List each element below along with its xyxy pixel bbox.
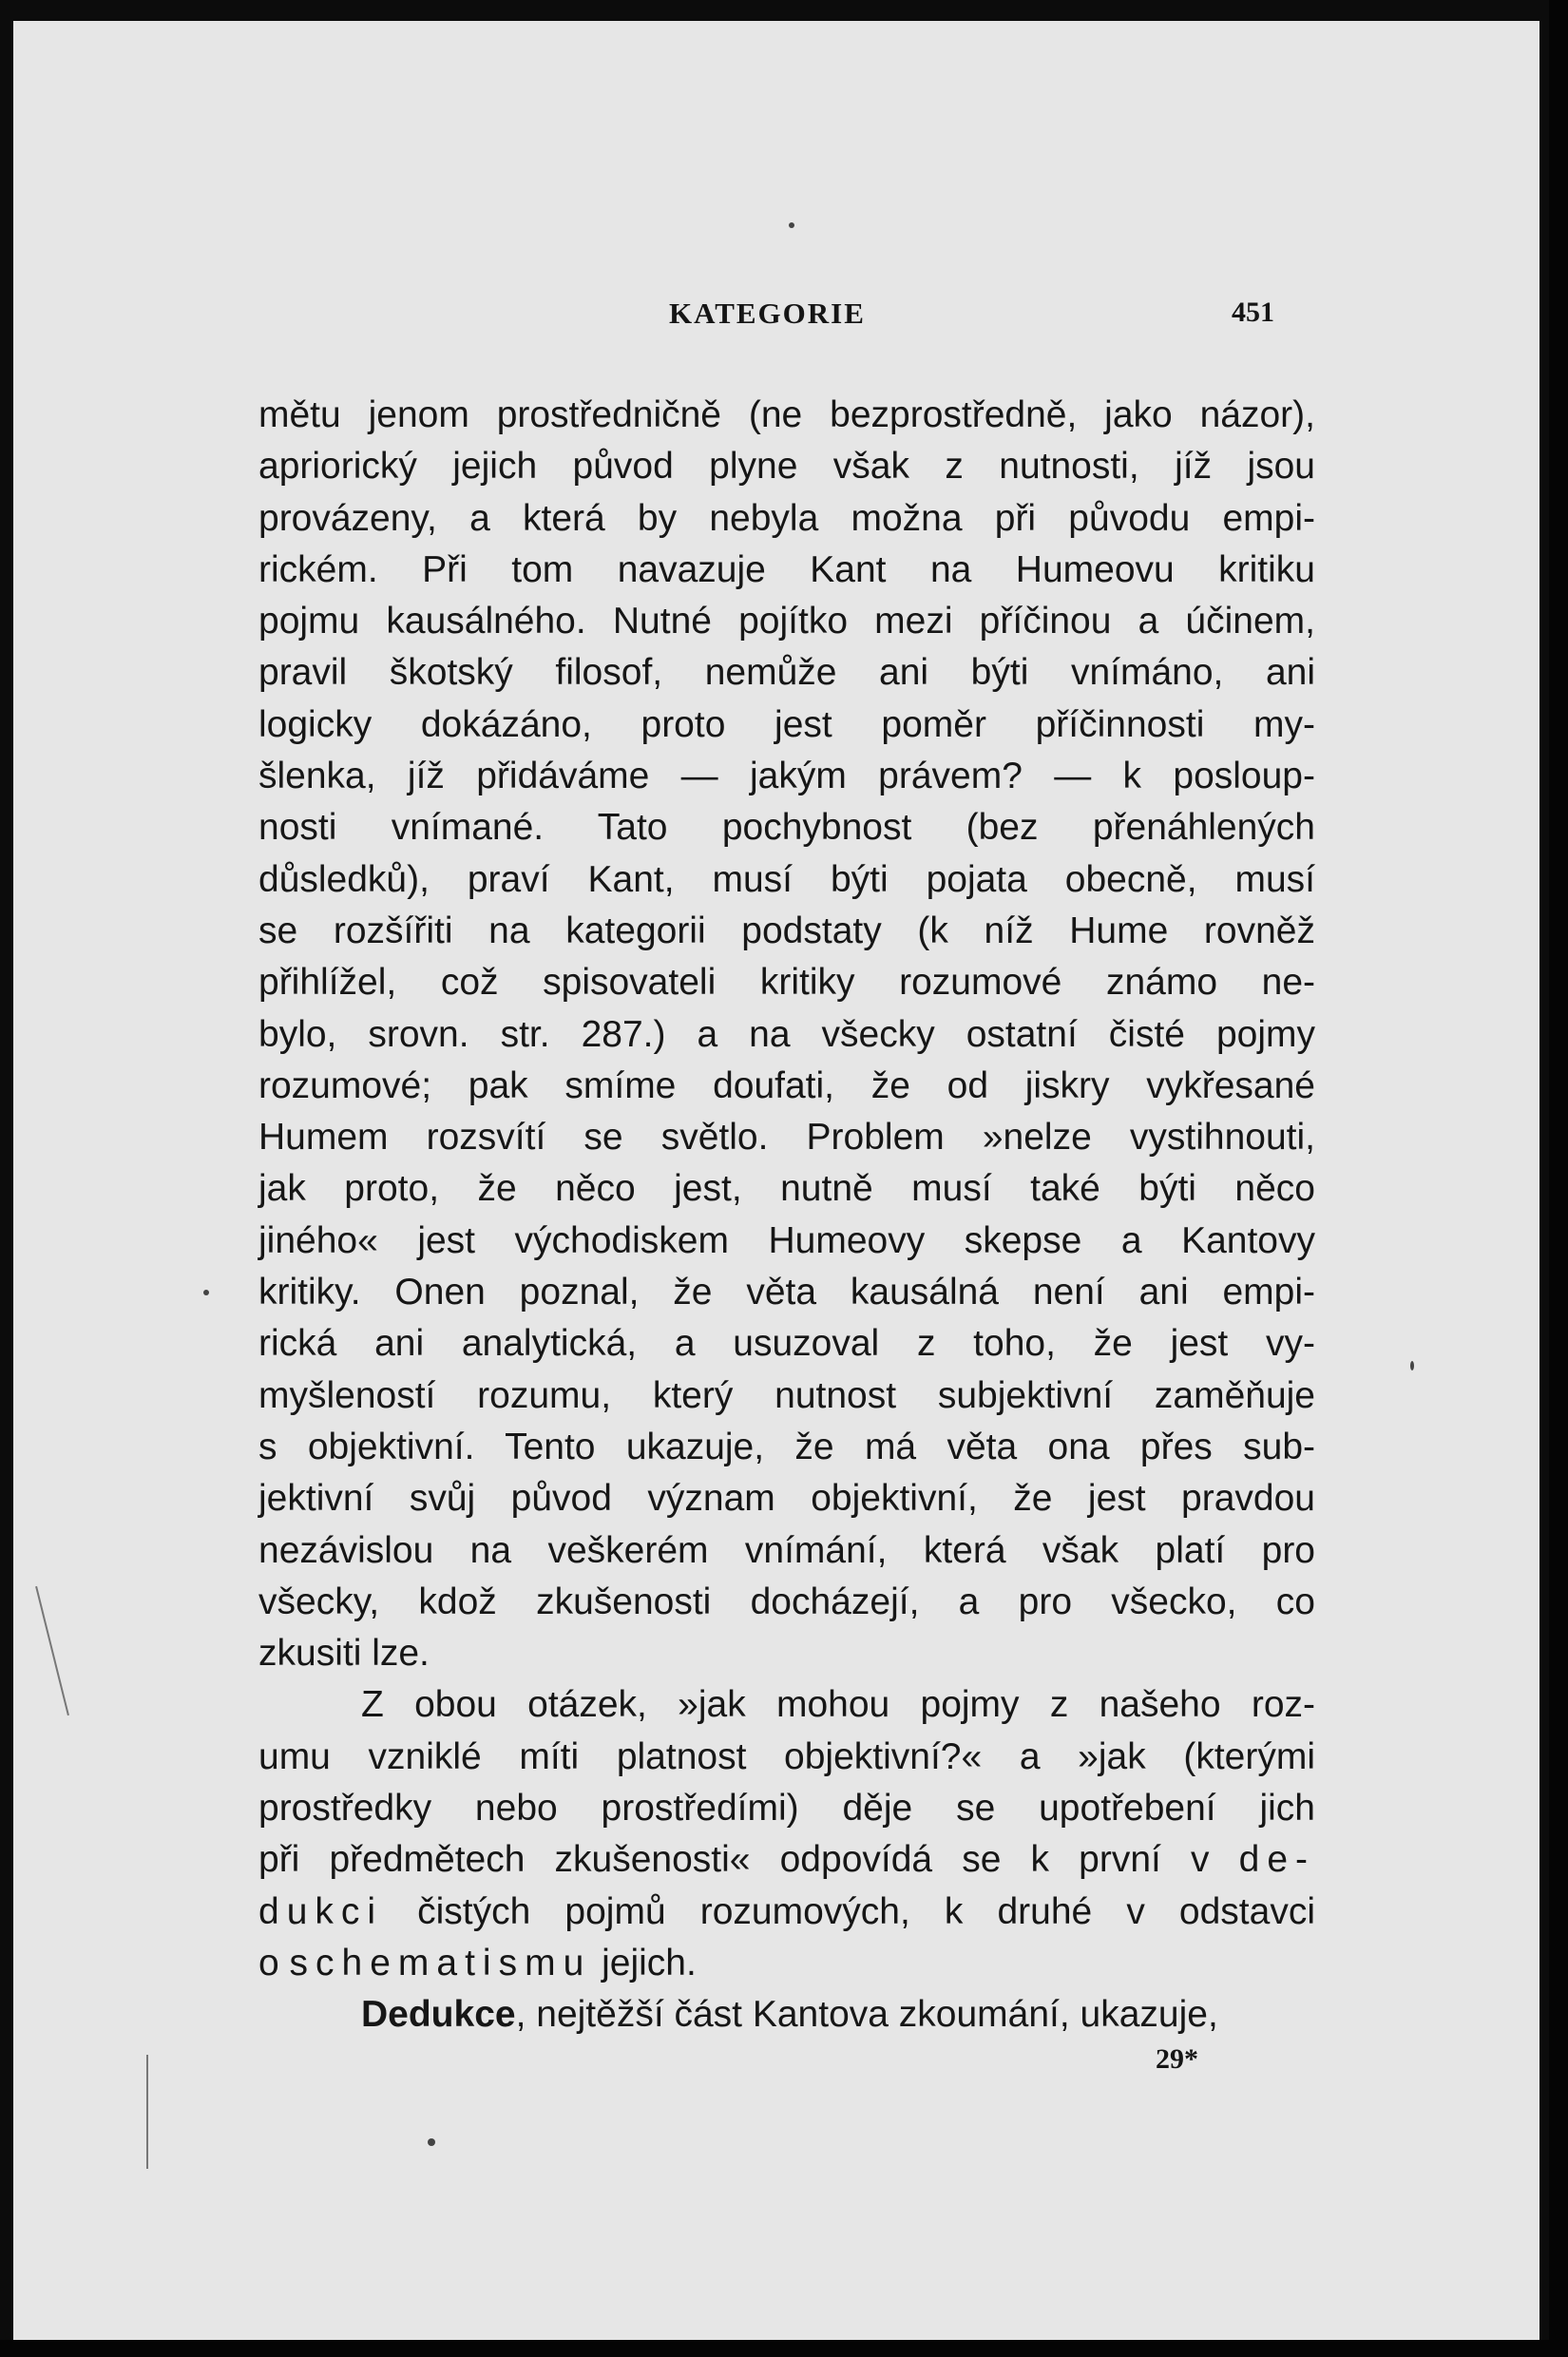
paragraph-2-line: prostředky nebo prostředími) děje se upotřebení jich: [258, 1788, 1315, 1830]
text-line: kritiky. Onen poznal, že věta kausálná není ani empi-: [258, 1272, 1315, 1313]
book-page: [13, 21, 1539, 2340]
page-number: 451: [1232, 297, 1274, 328]
text-line: nosti vnímané. Tato pochybnost (bez přenáhlených: [258, 807, 1315, 849]
text-line: se rozšířiti na kategorii podstaty (k níž Hume rovněž: [258, 910, 1315, 951]
spaced-term: schematismu: [289, 1942, 592, 1983]
text-fragment: jejich.: [591, 1942, 697, 1983]
scan-speck: [1410, 1361, 1414, 1370]
scan-border-bottom: [0, 2340, 1568, 2357]
paragraph-2-line: [258, 1887, 1315, 1938]
paragraph-2-line: [258, 1938, 1315, 1989]
text-line: zkusiti lze.: [258, 1633, 430, 1675]
scan-speck: [428, 2138, 435, 2146]
paragraph-2-line: Z obou otázek, »jak mohou pojmy z našeho roz-: [361, 1684, 1315, 1726]
text-fragment: o: [258, 1942, 290, 1983]
text-line: Humem rozsvítí se světlo. Problem »nelze vystihnouti,: [258, 1117, 1315, 1159]
text-line: provázeny, a která by nebyla možna při původu empi-: [258, 497, 1315, 539]
text-line: myšleností rozumu, který nutnost subjektivní zaměňuje: [258, 1374, 1315, 1416]
text-line: rická ani analytická, a usuzoval z toho, že jest vy-: [258, 1323, 1315, 1365]
scan-scratch: [146, 2055, 148, 2169]
running-head: [13, 297, 1539, 335]
scan-border-right: [1549, 0, 1568, 2357]
text-line: jak proto, že něco jest, nutně musí také býti něco: [258, 1168, 1315, 1210]
scan-scratch: [35, 1586, 69, 1715]
text-line: s objektivní. Tento ukazuje, že má věta ona přes sub-: [258, 1426, 1315, 1467]
text-line: přihlížel, což spisovateli kritiky rozumové známo ne-: [258, 962, 1315, 1004]
text-line: jektivní svůj původ význam objektivní, že jest pravdou: [258, 1478, 1315, 1520]
text-line: nezávislou na veškerém vnímání, která však platí pro: [258, 1529, 1315, 1571]
spaced-term: de-: [1238, 1839, 1315, 1881]
body-text: [258, 390, 1315, 2041]
text-line: rozumové; pak smíme doufati, že od jiskry vykřesané: [258, 1064, 1315, 1106]
signature-mark: 29*: [1156, 2043, 1198, 2075]
text-line: všecky, kdož zkušenosti docházejí, a pro všecko, co: [258, 1581, 1315, 1622]
paragraph-2-line: umu vzniklé míti platnost objektivní?« a »jak (kterými: [258, 1735, 1315, 1777]
paragraph-3-line: [258, 1989, 1315, 2041]
text-line: bylo, srovn. str. 287.) a na všecky ostatní čisté pojmy: [258, 1013, 1315, 1055]
text-fragment: čistých pojmů rozumových, k druhé v odstavci: [383, 1890, 1315, 1932]
text-line: rickém. Při tom navazuje Kant na Humeovu kritiku: [258, 548, 1315, 590]
scan-speck: [203, 1290, 209, 1295]
running-head-title: KATEGORIE: [669, 297, 866, 330]
spaced-term: dukci: [258, 1890, 384, 1932]
text-line: důsledků), praví Kant, musí býti pojata obecně, musí: [258, 858, 1315, 900]
text-line: mětu jenom prostředničně (ne bezprostředně, jako názor),: [258, 394, 1315, 435]
text-line: pojmu kausálného. Nutné pojítko mezi příčinou a účinem,: [258, 601, 1315, 642]
text-line: apriorický jejich původ plyne však z nutnosti, jíž jsou: [258, 446, 1315, 488]
text-fragment: při předmětech zkušenosti« odpovídá se k první v: [258, 1839, 1239, 1881]
bold-term: Dedukce: [361, 1994, 516, 2036]
text-fragment: , nejtěžší část Kantova zkoumání, ukazuje,: [515, 1994, 1218, 2036]
text-line: jiného« jest východiskem Humeovy skepse a Kantovy: [258, 1219, 1315, 1261]
text-line: šlenka, jíž přidáváme — jakým právem? — k posloup-: [258, 756, 1315, 797]
scan-speck: [789, 222, 794, 228]
paragraph-2-line: [258, 1834, 1315, 1886]
text-line: logicky dokázáno, proto jest poměr příčinnosti my-: [258, 703, 1315, 745]
text-line: pravil škotský filosof, nemůže ani býti vnímáno, ani: [258, 652, 1315, 694]
